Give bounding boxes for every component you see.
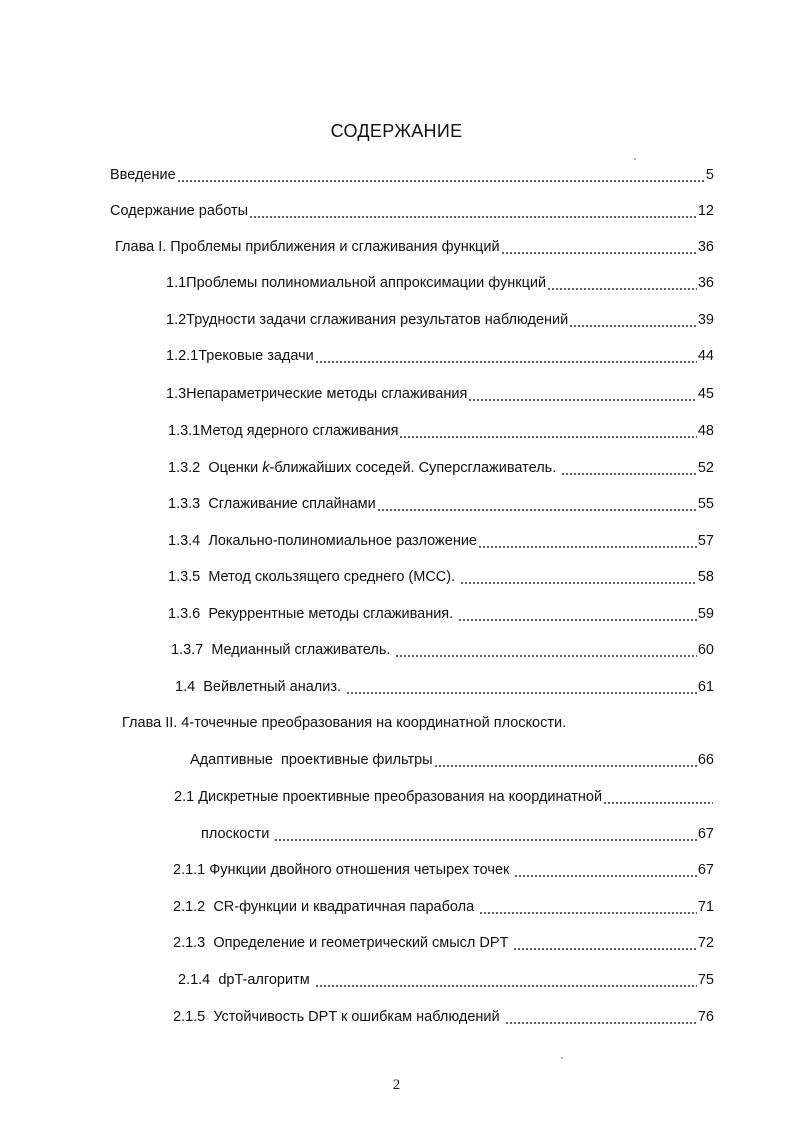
- toc-entry-title: Проблемы полиномиальной аппроксимации функций: [186, 275, 547, 291]
- dot-leader: [399, 422, 696, 440]
- toc-entry-section-2-1-2: [173, 894, 714, 916]
- dot-leader: [315, 347, 697, 365]
- dot-leader: [177, 166, 705, 184]
- toc-entry-section-1-2: [166, 307, 714, 329]
- toc-entry-section-1-3: [166, 381, 714, 403]
- toc-page-number: 52: [697, 460, 714, 476]
- toc-entry-title: Сглаживание сплайнами: [208, 496, 376, 512]
- toc-page-number: 5: [705, 167, 714, 183]
- dot-leader: [468, 385, 697, 403]
- toc-entry-section-2-1-3: [173, 930, 714, 952]
- toc-entry-summary: [110, 198, 714, 220]
- toc-entry-section-2-1-4: [178, 967, 714, 989]
- page-number: 2: [392, 1077, 401, 1093]
- toc-section-number: 1.3.5: [168, 569, 209, 585]
- dot-leader: [315, 971, 697, 989]
- toc-section-number: 1.4: [175, 679, 204, 695]
- toc-entry-section-1-4: [175, 674, 714, 696]
- toc-section-number: 1.3: [166, 386, 187, 402]
- toc-page-number: 55: [697, 496, 714, 512]
- dot-leader: [547, 274, 697, 292]
- dot-leader: [479, 898, 697, 916]
- toc-page-number: 60: [697, 642, 714, 658]
- dot-leader: [514, 861, 696, 879]
- toc-entry-section-2-1: [174, 784, 714, 806]
- toc-title-italic-k: k: [262, 460, 270, 476]
- toc-entry-section-1-3-5: [168, 564, 714, 586]
- toc-section-number: 2.1.4: [178, 972, 219, 988]
- toc-page-number: 61: [697, 679, 714, 695]
- toc-entry-section-1-2-1: [166, 343, 714, 365]
- toc-page-number: 58: [697, 569, 714, 585]
- toc-section-number: 2.1.5: [173, 1009, 214, 1025]
- toc-page-number: 72: [697, 935, 714, 951]
- dot-leader: [458, 605, 697, 623]
- toc-entry-title: [208, 459, 560, 477]
- toc-page-number: 66: [697, 752, 714, 768]
- toc-page-number: 57: [697, 533, 714, 549]
- toc-page-number: 44: [697, 348, 714, 364]
- dot-leader: [505, 1008, 697, 1026]
- toc-entry-title: Определение и геометрический смысл DPT: [213, 935, 513, 951]
- toc-entry-title: плоскости: [201, 826, 274, 842]
- dot-leader: [603, 788, 713, 806]
- toc-entry-title: Рекуррентные методы сглаживания.: [208, 606, 458, 622]
- dot-leader: [377, 495, 697, 513]
- toc-section-number: 1.2: [166, 312, 187, 328]
- toc-entry-section-1-3-1: [168, 418, 714, 440]
- toc-entry-section-1-3-6: [168, 601, 714, 623]
- toc-page-number: 39: [697, 312, 714, 328]
- toc-entry-section-2-1-1: [173, 857, 714, 879]
- toc-title-part: Оценки: [208, 460, 263, 476]
- toc-entry-chapter-2: [122, 710, 714, 732]
- toc-entry-title: Трековые задачи: [198, 348, 314, 364]
- toc-entry-intro: [110, 162, 714, 184]
- dot-leader: [478, 532, 697, 550]
- dot-leader: [460, 568, 697, 586]
- toc-entry-section-2-1-5: [173, 1004, 714, 1026]
- scan-speck: [634, 158, 636, 160]
- toc-section-number: 1.3.3: [168, 496, 209, 512]
- toc-page-number: 36: [697, 275, 714, 291]
- toc-page-number: 36: [697, 239, 714, 255]
- dot-leader: [561, 459, 697, 477]
- toc-entry-title: Введение: [110, 167, 176, 183]
- dot-leader: [395, 641, 696, 659]
- toc-entry-title: Глава I. Проблемы приближения и сглаживания функций: [115, 239, 500, 255]
- dot-leader: [346, 678, 697, 696]
- toc-page-number: 59: [697, 606, 714, 622]
- toc-page-number: 67: [697, 862, 714, 878]
- toc-page-number: 71: [697, 899, 714, 915]
- page-title: СОДЕРЖАНИЕ: [330, 121, 463, 141]
- toc-section-number: 1.3.2: [168, 460, 209, 476]
- toc-entry-title: Метод ядерного сглаживания: [200, 423, 399, 439]
- scan-speck: [561, 1057, 563, 1059]
- toc-title-part: -ближайших соседей. Суперсглаживатель.: [269, 460, 561, 476]
- toc-section-number: 1.2.1: [166, 348, 199, 364]
- toc-entry-title: Локально-полиномиальное разложение: [208, 533, 477, 549]
- toc-entry-title: Непараметрические методы сглаживания: [186, 386, 468, 402]
- toc-entry-title: Устойчивость DPT к ошибкам наблюдений: [213, 1009, 504, 1025]
- toc-entry-title: CR-функции и квадратичная парабола: [213, 899, 479, 915]
- toc-section-number: 1.3.7: [171, 642, 212, 658]
- toc-entry-section-1-3-4: [168, 528, 714, 550]
- toc-entry-title: Адаптивные проективные фильтры: [190, 752, 433, 768]
- toc-page-number: 48: [697, 423, 714, 439]
- dot-leader: [249, 202, 697, 220]
- dot-leader: [274, 825, 696, 843]
- toc-section-number: 2.1.1: [173, 862, 210, 878]
- dot-leader: [513, 934, 697, 952]
- toc-page-number: 67: [697, 826, 714, 842]
- toc-entry-title: Медианный сглаживатель.: [211, 642, 395, 658]
- toc-page-number: 12: [697, 203, 714, 219]
- toc-page-number: 76: [697, 1009, 714, 1025]
- toc-entry-section-2-1-continued: [201, 821, 714, 843]
- dot-leader: [501, 238, 697, 256]
- toc-entry-title: Метод скользящего среднего (МСС).: [208, 569, 460, 585]
- dot-leader: [434, 751, 697, 769]
- toc-section-number: 2.1.2: [173, 899, 214, 915]
- toc-entry-chapter-1: [115, 234, 714, 256]
- toc-entry-title: Содержание работы: [110, 203, 249, 219]
- toc-page-number: 45: [697, 386, 714, 402]
- toc-entry-section-1-3-2: [168, 455, 714, 477]
- toc-page-number: 75: [697, 972, 714, 988]
- toc-section-number: 2.1: [174, 789, 199, 805]
- toc-entry-title: Глава II. 4-точечные преобразования на координатной плоскости.: [122, 715, 567, 731]
- toc-section-number: 1.1: [166, 275, 187, 291]
- toc-section-number: 1.3.4: [168, 533, 209, 549]
- toc-section-number: 2.1.3: [173, 935, 214, 951]
- toc-entry-chapter-2-continued: [190, 747, 714, 769]
- toc-entry-title: Вейвлетный анализ.: [203, 679, 346, 695]
- toc-section-number: 1.3.1: [168, 423, 201, 439]
- toc-entry-section-1-3-7: [171, 637, 714, 659]
- toc-entry-title: Функции двойного отношения четырех точек: [209, 862, 514, 878]
- toc-entry-title: Дискретные проективные преобразования на координатной: [198, 789, 603, 805]
- toc-section-number: 1.3.6: [168, 606, 209, 622]
- toc-entry-title: Трудности задачи сглаживания результатов наблюдений: [186, 312, 569, 328]
- dot-leader: [569, 311, 697, 329]
- toc-entry-title: dpT-алгоритм: [218, 972, 314, 988]
- toc-entry-section-1-3-3: [168, 491, 714, 513]
- toc-entry-section-1-1: [166, 270, 714, 292]
